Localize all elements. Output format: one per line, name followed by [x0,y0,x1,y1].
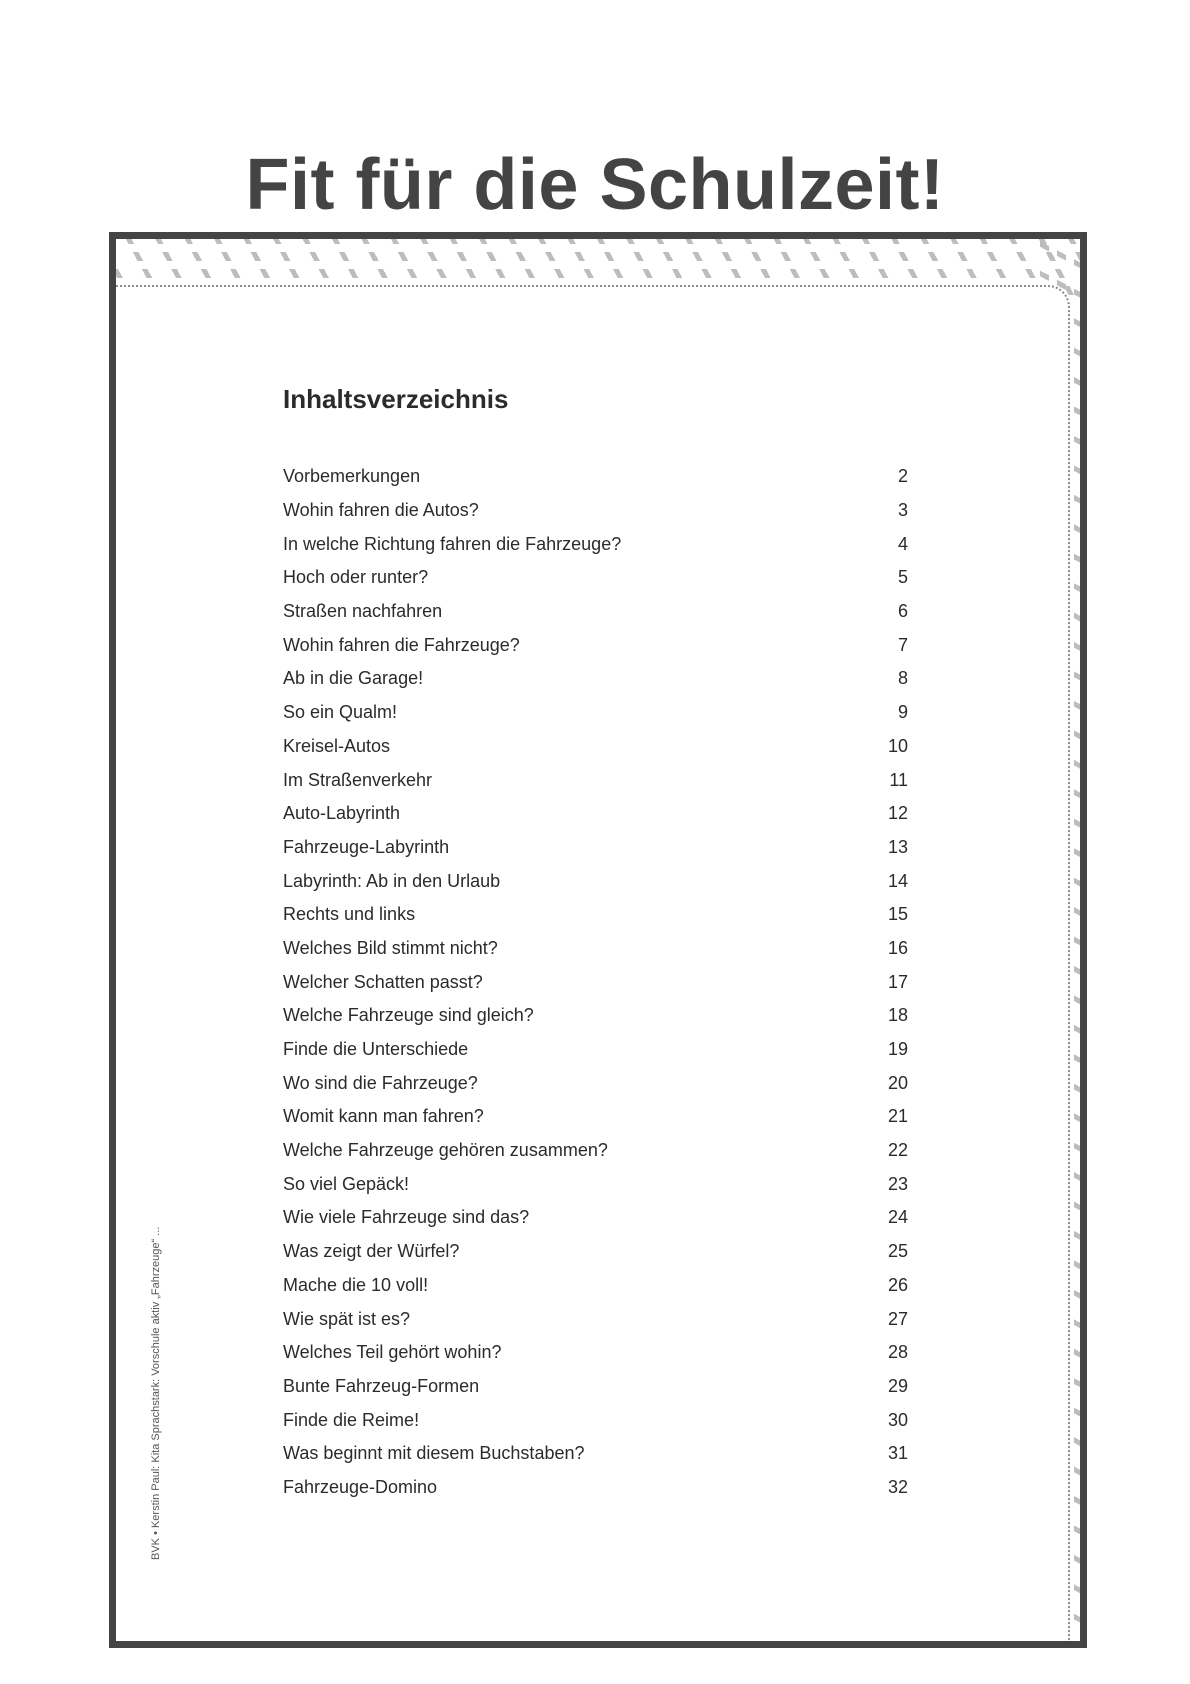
toc-entry-page: 6 [897,601,908,622]
toc-entry-title: Was zeigt der Würfel? [283,1241,460,1262]
toc-entry-page: 29 [887,1375,908,1396]
toc-entry [283,662,908,696]
toc-entry [283,831,908,865]
toc-entry [283,932,908,966]
toc-entry-page: 9 [897,702,908,723]
toc-entry [283,999,908,1033]
toc-entry-page: 19 [887,1039,908,1060]
toc-entry-title: Auto-Labyrinth [283,803,401,824]
toc-entry-page: 30 [887,1409,908,1430]
toc-entry [283,965,908,999]
toc-entry-title: Ab in die Garage! [283,668,424,689]
toc-entry-title: Finde die Unterschiede [283,1039,469,1060]
toc-entry [283,1403,908,1437]
toc-entry-page: 22 [887,1140,908,1161]
toc-entry-title: Wohin fahren die Fahrzeuge? [283,634,520,655]
toc-entry-page: 14 [887,870,908,891]
page-title: Fit für die Schulzeit! [245,145,945,226]
toc-entry-page: 13 [887,836,908,857]
toc-entry-page: 7 [897,634,908,655]
toc-entry-page: 3 [897,500,908,521]
toc-entry-title: Fahrzeuge-Domino [283,1476,438,1497]
toc-entry [283,1471,908,1505]
toc-entry [283,797,908,831]
toc-entry [283,1269,908,1303]
toc-entry [283,1370,908,1404]
toc-entry-page: 2 [897,466,908,487]
toc-entry-title: Finde die Reime! [283,1409,420,1430]
toc-entry-title: Fahrzeuge-Labyrinth [283,836,450,857]
toc-entry-title: Labyrinth: Ab in den Urlaub [283,870,501,891]
toc-entry-title: Welche Fahrzeuge gehören zusammen? [283,1140,608,1161]
toc-entry [283,763,908,797]
toc-entry-title: Im Straßenverkehr [283,769,433,790]
toc-entry-page: 5 [897,567,908,588]
toc-entry-page: 20 [887,1072,908,1093]
toc-entry-page: 10 [887,735,908,756]
toc-heading: Inhaltsverzeichnis [283,384,509,414]
toc-entry-title: Wo sind die Fahrzeuge? [283,1072,478,1093]
toc-entry [283,1437,908,1471]
toc-entry-title: Welche Fahrzeuge sind gleich? [283,1005,534,1026]
toc-entry-title: Straßen nachfahren [283,601,443,622]
toc-entry [283,628,908,662]
toc-list [283,460,908,1504]
toc-entry-title: Hoch oder runter? [283,567,429,588]
toc-entry [283,1066,908,1100]
toc-entry-page: 26 [887,1274,908,1295]
toc-entry [283,864,908,898]
toc-entry-title: Vorbemerkungen [283,466,421,487]
toc-entry-page: 16 [887,937,908,958]
toc-entry [283,1167,908,1201]
toc-entry [283,1302,908,1336]
toc-entry [283,527,908,561]
toc-entry [283,1033,908,1067]
toc-entry [283,561,908,595]
toc-entry [283,494,908,528]
toc-entry-title: Wie spät ist es? [283,1308,411,1329]
toc-entry-title: Womit kann man fahren? [283,1106,484,1127]
toc-entry-page: 17 [887,971,908,992]
toc-entry-title: In welche Richtung fahren die Fahrzeuge? [283,533,622,554]
toc-entry-title: Mache die 10 voll! [283,1274,429,1295]
toc-entry-title: Bunte Fahrzeug-Formen [283,1375,480,1396]
toc-entry-page: 32 [887,1476,908,1497]
toc-entry-title: Rechts und links [283,904,416,925]
toc-entry-title: Welches Teil gehört wohin? [283,1342,502,1363]
toc-entry-page: 11 [889,769,908,790]
toc-entry [283,898,908,932]
toc-entry [283,595,908,629]
toc-entry-page: 31 [887,1443,908,1464]
toc-entry-title: Wohin fahren die Autos? [283,500,479,521]
toc-entry-page: 24 [887,1207,908,1228]
toc-entry-page: 23 [887,1173,908,1194]
toc-entry [283,730,908,764]
toc-entry-page: 25 [887,1241,908,1262]
toc-entry-page: 15 [887,904,908,925]
toc-entry-page: 12 [887,803,908,824]
toc-entry-title: So ein Qualm! [283,702,398,723]
toc-entry-title: Welcher Schatten passt? [283,971,483,992]
toc-entry [283,696,908,730]
toc-entry [283,1235,908,1269]
toc-entry-title: So viel Gepäck! [283,1173,410,1194]
toc-entry [283,1134,908,1168]
toc-entry-page: 21 [887,1106,908,1127]
toc-entry [283,1336,908,1370]
toc-entry-page: 18 [887,1005,908,1026]
toc-entry-page: 27 [887,1308,908,1329]
toc-entry [283,1100,908,1134]
side-credit: BVK • Kerstin Paul: Kita Sprachstark: Vorschule aktiv „Fahrzeuge“ ... [150,1226,162,1560]
toc-entry-title: Welches Bild stimmt nicht? [283,937,498,958]
toc-entry-title: Was beginnt mit diesem Buchstaben? [283,1443,585,1464]
toc-entry-page: 28 [887,1342,908,1363]
toc-entry [283,460,908,494]
toc-entry-title: Kreisel-Autos [283,735,391,756]
toc-entry-page: 8 [897,668,908,689]
toc-entry-title: Wie viele Fahrzeuge sind das? [283,1207,530,1228]
toc-entry-page: 4 [897,533,908,554]
toc-entry [283,1201,908,1235]
